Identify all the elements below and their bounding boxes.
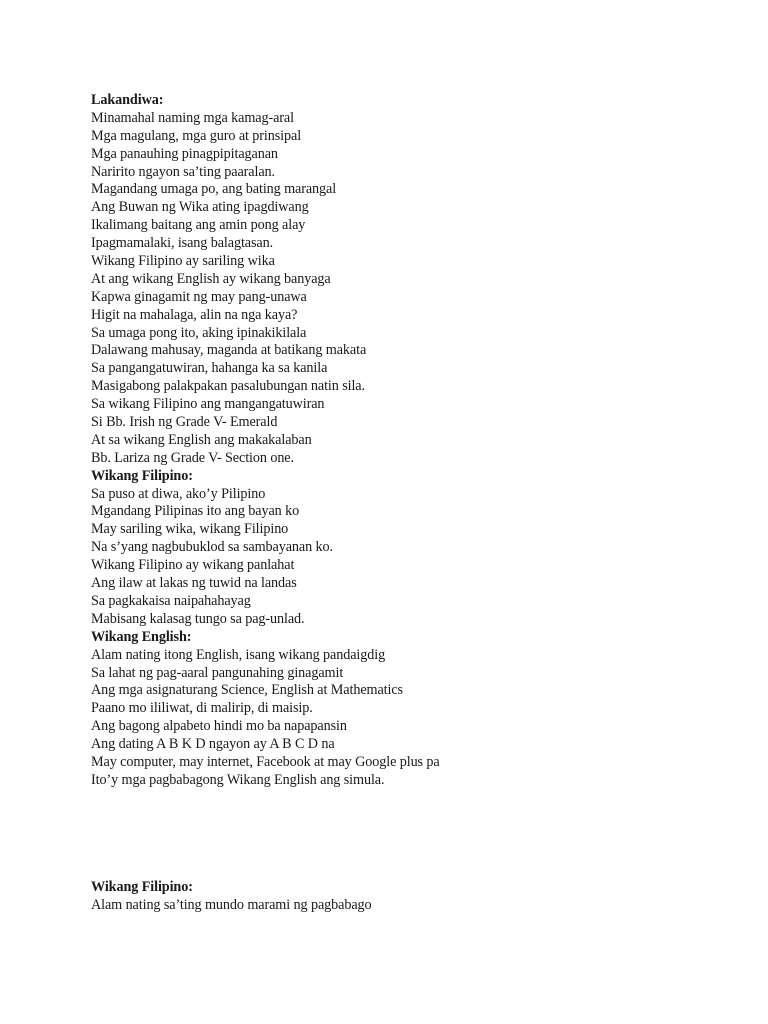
verse-line: Sa puso at diwa, ako’y Pilipino <box>91 485 266 502</box>
document-page <box>91 92 731 915</box>
verse-line: Sa pagkakaisa naipahahayag <box>91 592 251 609</box>
verse-line: Kapwa ginagamit ng may pang-unawa <box>91 288 307 305</box>
section-wikang-english <box>91 629 731 790</box>
verse-line: Ang dating A B K D ngayon ay A B C D na <box>91 736 335 753</box>
verse-line: May computer, may internet, Facebook at may Google plus pa <box>91 753 440 770</box>
section-wikang-filipino <box>91 468 731 629</box>
verse-line: Wikang Filipino ay sariling wika <box>91 253 275 270</box>
verse-line: Bb. Lariza ng Grade V- Section one. <box>91 449 294 466</box>
verse-line: Mga magulang, mga guro at prinsipal <box>91 127 302 144</box>
verse-line: Ipagmamalaki, isang balagtasan. <box>91 235 274 252</box>
section-wikang-filipino-2 <box>91 879 731 915</box>
verse-line: Sa lahat ng pag-aaral pangunahing ginagamit <box>91 664 344 681</box>
verse-line: Alam nating sa’ting mundo marami ng pagbabago <box>91 896 372 913</box>
verse-line: At sa wikang English ang makakalaban <box>91 431 312 448</box>
verse-line: Na s’yang nagbubuklod sa sambayanan ko. <box>91 539 333 556</box>
section-heading: Wikang Filipino: <box>91 878 193 895</box>
verse-line: Ang ilaw at lakas ng tuwid na landas <box>91 575 297 592</box>
section-lakandiwa <box>91 92 731 468</box>
verse-line: Ang Buwan ng Wika ating ipagdiwang <box>91 199 309 216</box>
blank-space <box>91 790 731 879</box>
verse-line: Ito’y mga pagbabagong Wikang English ang simula. <box>91 771 385 788</box>
verse-line: Mabisang kalasag tungo sa pag-unlad. <box>91 610 305 627</box>
verse-line: Naririto ngayon sa’ting paaralan. <box>91 163 275 180</box>
verse-line: Wikang Filipino ay wikang panlahat <box>91 557 295 574</box>
verse-line: Ang bagong alpabeto hindi mo ba napapansin <box>91 718 347 735</box>
verse-line: Ang mga asignaturang Science, English at Mathematics <box>91 682 403 699</box>
verse-line: May sariling wika, wikang Filipino <box>91 521 289 538</box>
section-heading: Wikang English: <box>91 628 192 645</box>
verse-line: Alam nating itong English, isang wikang pandaigdig <box>91 646 386 663</box>
verse-line: Mga panauhing pinagpipitaganan <box>91 145 278 162</box>
verse-line: Sa pangangatuwiran, hahanga ka sa kanila <box>91 360 328 377</box>
verse-line: Minamahal naming mga kamag-aral <box>91 109 294 126</box>
verse-line: Magandang umaga po, ang bating marangal <box>91 181 337 198</box>
verse-line: Si Bb. Irish ng Grade V- Emerald <box>91 414 278 431</box>
section-heading: Lakandiwa: <box>91 92 164 108</box>
verse-line: Higit na mahalaga, alin na nga kaya? <box>91 306 298 323</box>
verse-line: Dalawang mahusay, maganda at batikang makata <box>91 342 367 359</box>
verse-line: Paano mo ililiwat, di malirip, di maisip. <box>91 700 313 717</box>
verse-line: Sa wikang Filipino ang mangangatuwiran <box>91 396 325 413</box>
verse-line: At ang wikang English ay wikang banyaga <box>91 270 331 287</box>
section-heading: Wikang Filipino: <box>91 467 193 484</box>
verse-line: Mgandang Pilipinas ito ang bayan ko <box>91 503 300 520</box>
verse-line: Sa umaga pong ito, aking ipinakikilala <box>91 324 307 341</box>
verse-line: Masigabong palakpakan pasalubungan natin sila. <box>91 378 365 395</box>
verse-line: Ikalimang baitang ang amin pong alay <box>91 217 306 234</box>
